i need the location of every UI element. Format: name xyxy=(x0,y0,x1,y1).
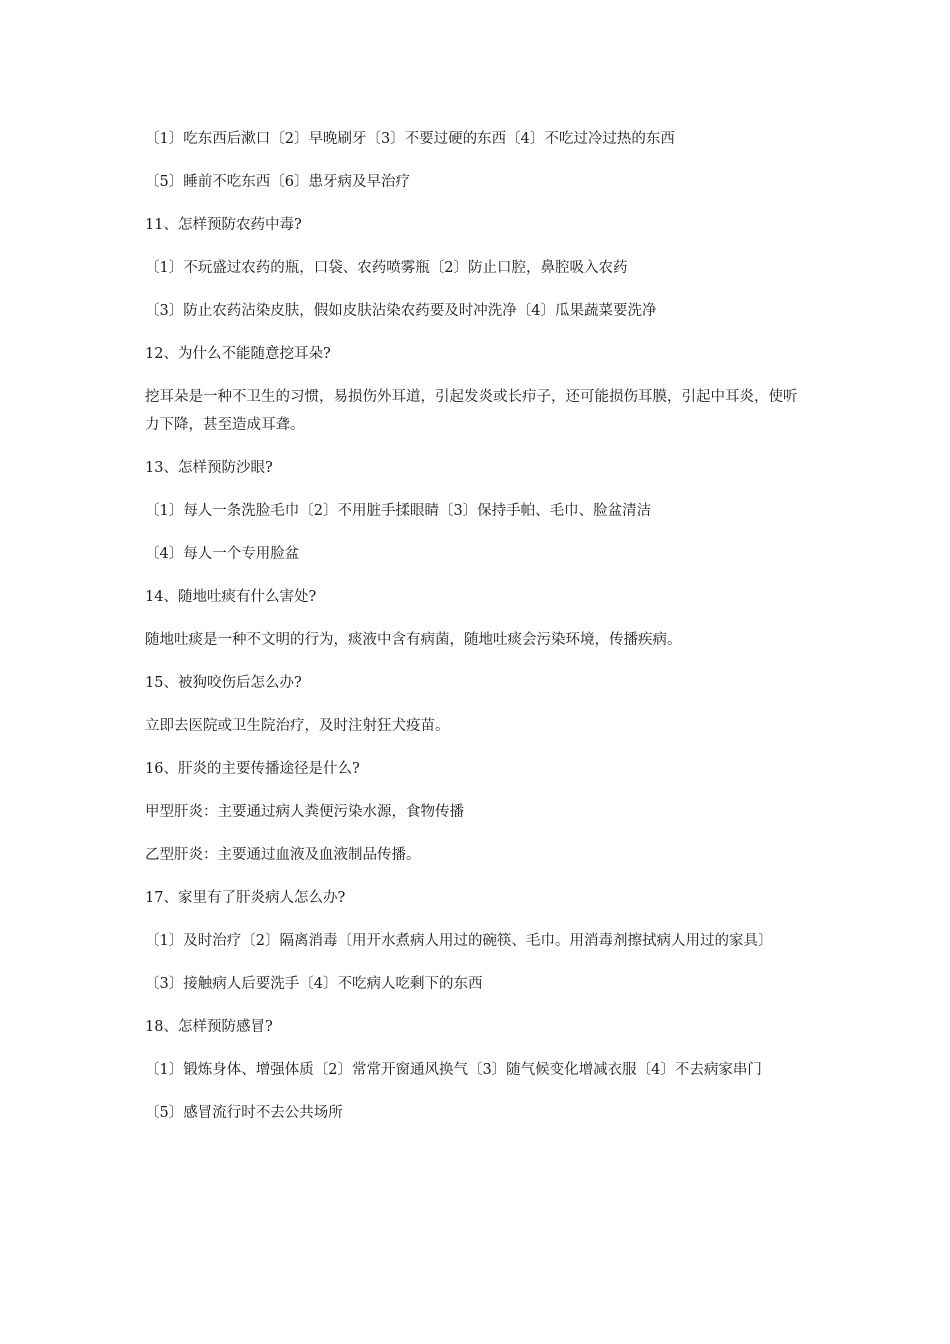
question-heading: 11、怎样预防农药中毒? xyxy=(145,217,302,233)
text-line: 〔1〕吃东西后漱口〔2〕早晚刷牙〔3〕不要过硬的东西〔4〕不吃过冷过热的东西 xyxy=(145,131,675,147)
question-heading: 16、肝炎的主要传播途径是什么? xyxy=(145,761,360,777)
document-body xyxy=(145,125,810,1142)
text-line: 〔5〕睡前不吃东西〔6〕患牙病及早治疗 xyxy=(145,174,410,190)
text-line: 〔3〕接触病人后要洗手〔4〕不吃病人吃剩下的东西 xyxy=(145,976,483,992)
question-heading: 17、家里有了肝炎病人怎么办? xyxy=(145,890,346,906)
question-heading: 13、怎样预防沙眼? xyxy=(145,460,273,476)
text-line: 〔3〕防止农药沾染皮肤，假如皮肤沾染农药要及时冲洗净〔4〕瓜果蔬菜要洗净 xyxy=(145,303,657,319)
text-line: 随地吐痰是一种不文明的行为，痰液中含有病菌，随地吐痰会污染环境，传播疾病。 xyxy=(145,632,682,648)
text-line: 甲型肝炎：主要通过病人粪便污染水源，食物传播 xyxy=(145,804,464,820)
text-line: 〔5〕感冒流行时不去公共场所 xyxy=(145,1105,343,1121)
question-heading: 12、为什么不能随意挖耳朵? xyxy=(145,346,331,362)
text-line: 立即去医院或卫生院治疗，及时注射狂犬疫苗。 xyxy=(145,718,450,734)
text-line: 〔1〕不玩盛过农药的瓶，口袋、农药喷雾瓶〔2〕防止口腔，鼻腔吸入农药 xyxy=(145,260,628,276)
question-heading: 18、怎样预防感冒? xyxy=(145,1019,273,1035)
question-heading: 14、随地吐痰有什么害处? xyxy=(145,589,317,605)
text-line: 乙型肝炎：主要通过血液及血液制品传播。 xyxy=(145,847,421,863)
question-heading: 15、被狗咬伤后怎么办? xyxy=(145,675,302,691)
text-line: 挖耳朵是一种不卫生的习惯，易损伤外耳道，引起发炎或长疖子，还可能损伤耳膜，引起中耳炎，使听力下降，甚至造成耳聋。 xyxy=(145,389,798,433)
text-line: 〔1〕每人一条洗脸毛巾〔2〕不用脏手揉眼睛〔3〕保持手帕、毛巾、脸盆清洁 xyxy=(145,503,652,519)
text-line: 〔1〕及时治疗〔2〕隔离消毒〔用开水煮病人用过的碗筷、毛巾。用消毒剂擦拭病人用过的家具〕 xyxy=(145,933,773,949)
text-line: 〔4〕每人一个专用脸盆 xyxy=(145,546,300,562)
text-line: 〔1〕锻炼身体、增强体质〔2〕常常开窗通风换气〔3〕随气候变化增减衣服〔4〕不去病家串门 xyxy=(145,1062,762,1078)
